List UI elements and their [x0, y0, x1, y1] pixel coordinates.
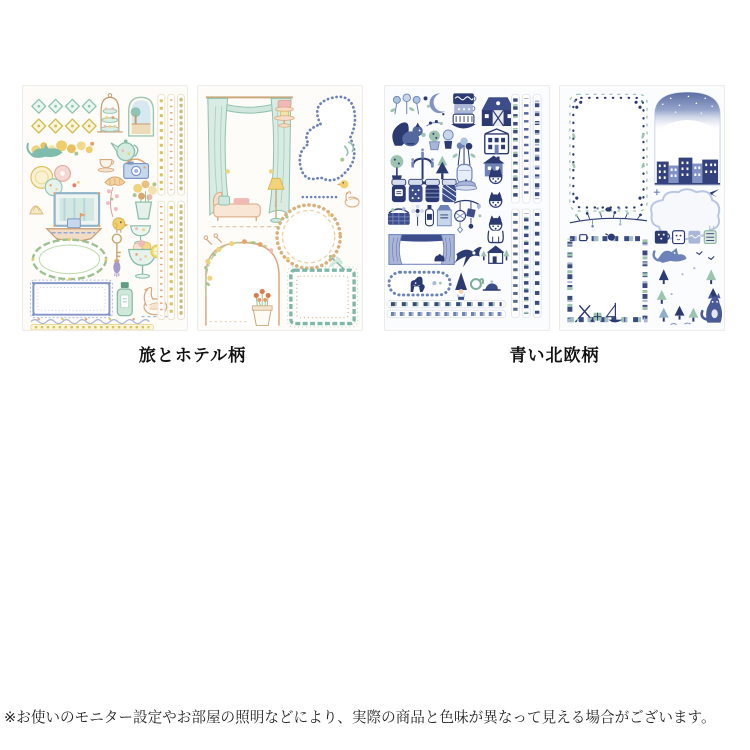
sticker-sheet-nordic-elements: [384, 85, 550, 331]
hanging-mobile-icon: [454, 201, 481, 233]
cat-icon: [702, 293, 722, 323]
basket-icon: [388, 207, 410, 225]
color-disclaimer-note: ※お使いのモニター設定やお部屋の照明などにより、実際の商品と色味が異なって見える場合がございます。: [4, 710, 716, 726]
gift-box-icon: [594, 313, 602, 321]
variant-group-travel-hotel: [22, 85, 363, 366]
variant-label-blue-nordic: 青い北欧柄: [509, 346, 600, 365]
sheet-pair-blue-nordic: [384, 85, 725, 331]
flower-vase-icon: [452, 138, 476, 184]
flower-arch-frame-icon: [204, 239, 279, 325]
milk-carton-icon: [437, 205, 451, 226]
birds-icon: [696, 251, 714, 259]
sprig-rect-frame-icon: [570, 94, 647, 211]
duck-icon: [337, 180, 349, 188]
swallow-icon: [454, 247, 482, 267]
travel-elements-art: [23, 86, 187, 330]
flower-garden-cat-icon: [27, 140, 94, 158]
bottle-icon: [426, 205, 434, 226]
objects-frame-icon: [570, 234, 645, 323]
small-swan-icon: [345, 192, 359, 207]
variant-label-travel-hotel: 旅とホテル柄: [138, 346, 247, 365]
tiered-stand-icon: [97, 94, 123, 132]
travel-frames-art: [198, 86, 362, 330]
little-tree-icon: [436, 156, 449, 180]
beaded-blob-frame-icon: [300, 97, 355, 180]
washi-strip-icons-top: [158, 94, 185, 195]
sparkle-icon: [654, 189, 660, 195]
barn-icon: [482, 97, 515, 126]
diamond-border-icon: [32, 99, 96, 133]
nordic-elements-art: [385, 86, 549, 330]
camera-icon: [124, 159, 149, 178]
bluebell-flowers-icon: [390, 94, 430, 114]
vertical-strip-stickers-icon: [511, 94, 541, 317]
washi-strip-icons-bottom: [158, 201, 185, 320]
variant-group-blue-nordic: [384, 85, 725, 366]
perfume-bottle-icon: [117, 282, 132, 316]
stage-curtain-icon: [389, 235, 454, 265]
plates-icon: [31, 166, 80, 196]
scallop-border-icon: [31, 318, 150, 324]
stacked-cups-icon: [451, 93, 476, 128]
sticker-sheet-nordic-frames: [559, 85, 725, 331]
floral-tape-icon: [31, 325, 154, 330]
sticker-sheet-travel-frames: [197, 85, 363, 331]
forest-frame-icon: [654, 248, 722, 325]
arch-window-icon: [129, 97, 154, 136]
potted-plants-icon: [429, 130, 453, 150]
bottom-border-strips-icon: [387, 300, 506, 317]
horn-icon: [471, 279, 483, 289]
candelabra-icon: [411, 148, 434, 184]
sheet-pair-travel-hotel: [22, 85, 363, 331]
gnome-icon: [455, 272, 467, 300]
croissant-icon: [105, 177, 125, 186]
husky-dogs-icon: [488, 168, 503, 243]
sticker-sheet-travel-elements: [22, 85, 188, 331]
shell-icon: [30, 206, 43, 214]
nordic-frames-art: [560, 86, 724, 330]
cottage-trees-icon: [481, 246, 510, 264]
teapot-icon: [111, 140, 138, 161]
beaded-oval-frame-icon: [389, 272, 450, 295]
wreath-frame-icon: [277, 205, 340, 268]
topiary-icon: [390, 155, 403, 182]
moon-icon: [430, 93, 446, 115]
stitched-square-frame-icon: [287, 267, 357, 327]
oval-frame-icon: [31, 238, 107, 280]
key-icon: [112, 234, 121, 277]
ornate-frame-icon: [30, 280, 112, 318]
mini-mug-icon: [580, 235, 588, 241]
fox-icon: [654, 248, 687, 263]
branch-garland-icon: [570, 211, 647, 227]
bouquet-icon: [133, 180, 157, 219]
cap-icon: [483, 280, 501, 290]
daisy-icon: [411, 205, 424, 226]
teacup-icon: [98, 160, 114, 172]
sprig-bird-icon: [106, 187, 129, 232]
night-town-frame-icon: [655, 92, 720, 185]
window-house-icon: [485, 129, 509, 154]
